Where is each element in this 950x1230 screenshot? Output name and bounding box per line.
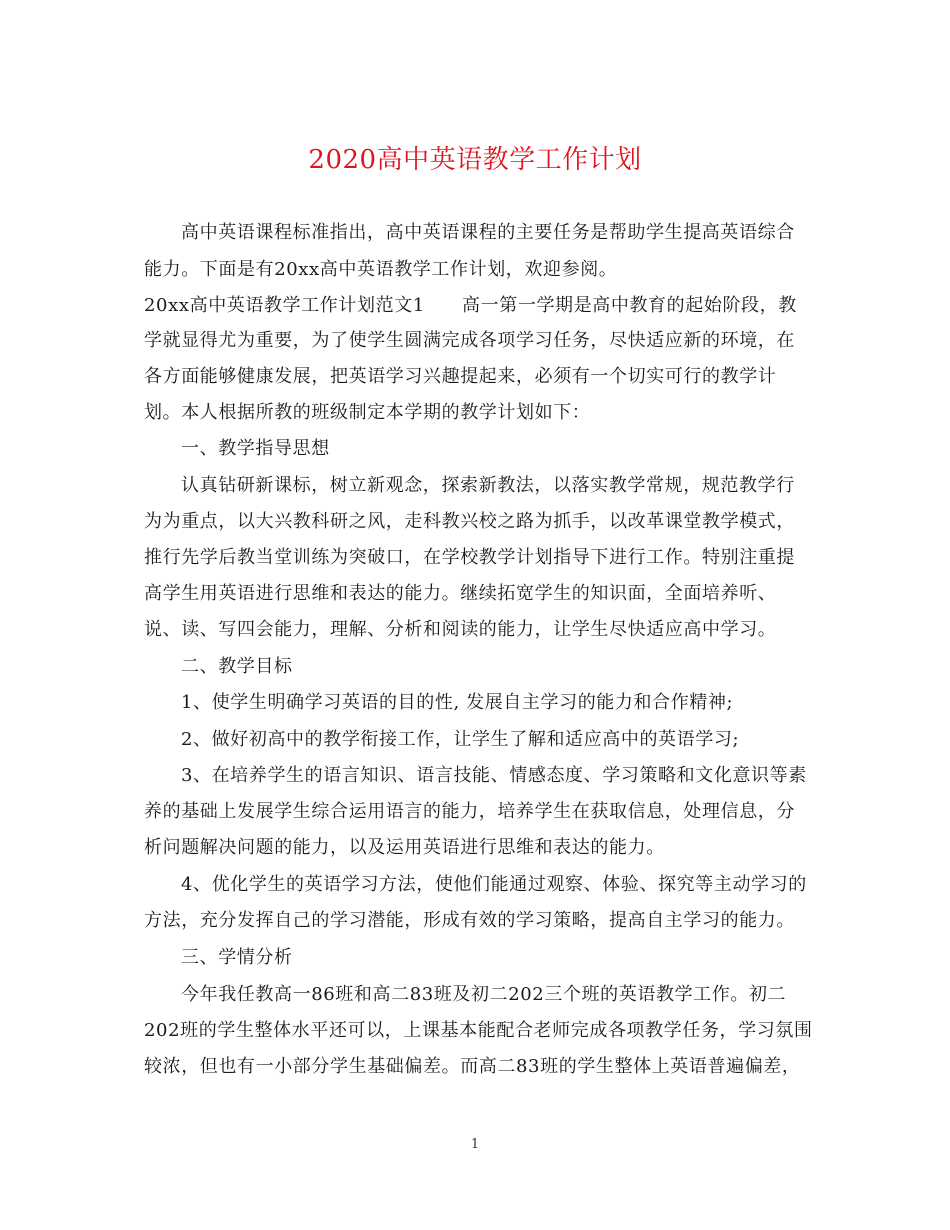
text-line: 方法，充分发挥自己的学习潜能，形成有效的学习策略，提高自主学习的能力。 bbox=[144, 910, 795, 931]
page-number: 1 bbox=[470, 1137, 480, 1152]
section-heading: 三、学情分析 bbox=[181, 947, 293, 968]
text-line: 较浓，但也有一小部分学生基础偏差。而高二83班的学生整体上英语普遍偏差， bbox=[144, 1056, 801, 1077]
text-line: 养的基础上发展学生综合运用语言的能力，培养学生在获取信息，处理信息，分 bbox=[144, 801, 795, 822]
text-line: 划。本人根据所教的班级制定本学期的教学计划如下： bbox=[144, 402, 591, 423]
text-line: 20xx高中英语教学工作计划范文1 高一第一学期是高中教育的起始阶段，教 bbox=[144, 295, 797, 316]
text-line: 析问题解决问题的能力，以及运用英语进行思维和表达的能力。 bbox=[144, 837, 665, 858]
section-heading: 二、教学目标 bbox=[181, 656, 293, 677]
text-line: 1、使学生明确学习英语的目的性, 发展自主学习的能力和合作精神; bbox=[181, 692, 734, 713]
text-line: 今年我任教高一86班和高二83班及初二202三个班的英语教学工作。初二 bbox=[181, 984, 787, 1005]
text-line: 能力。下面是有20xx高中英语教学工作计划，欢迎参阅。 bbox=[144, 259, 618, 280]
text-line: 高学生用英语进行思维和表达的能力。继续拓宽学生的知识面，全面培养听、 bbox=[144, 583, 777, 604]
text-line: 认真钻研新课标，树立新观念，探索新教法，以落实教学常规，规范教学行 bbox=[181, 475, 795, 496]
text-line: 202班的学生整体水平还可以，上课基本能配合老师完成各项教学任务，学习氛围 bbox=[144, 1020, 813, 1041]
text-line: 推行先学后教当堂训练为突破口，在学校教学计划指导下进行工作。特别注重提 bbox=[144, 547, 795, 568]
text-line: 2、做好初高中的教学衔接工作，让学生了解和适应高中的英语学习; bbox=[181, 729, 740, 750]
text-line: 各方面能够健康发展，把英语学习兴趣提起来，必须有一个切实可行的教学计 bbox=[144, 366, 777, 387]
section-heading: 一、教学指导思想 bbox=[181, 438, 330, 459]
document-title: 2020高中英语教学工作计划 bbox=[308, 145, 642, 175]
text-line: 学就显得尤为重要，为了使学生圆满完成各项学习任务，尽快适应新的环境，在 bbox=[144, 330, 795, 351]
text-line: 说、读、写四会能力，理解、分析和阅读的能力，让学生尽快适应高中学习。 bbox=[144, 619, 777, 640]
text-line: 高中英语课程标准指出，高中英语课程的主要任务是帮助学生提高英语综合 bbox=[181, 222, 795, 243]
text-line: 为为重点，以大兴教科研之风，走科教兴校之路为抓手，以改革课堂教学模式， bbox=[144, 511, 795, 532]
text-line: 3、在培养学生的语言知识、语言技能、情感态度、学习策略和文化意识等素 bbox=[181, 765, 807, 786]
text-line: 4、优化学生的英语学习方法，使他们能通过观察、体验、探究等主动学习的 bbox=[181, 874, 807, 895]
